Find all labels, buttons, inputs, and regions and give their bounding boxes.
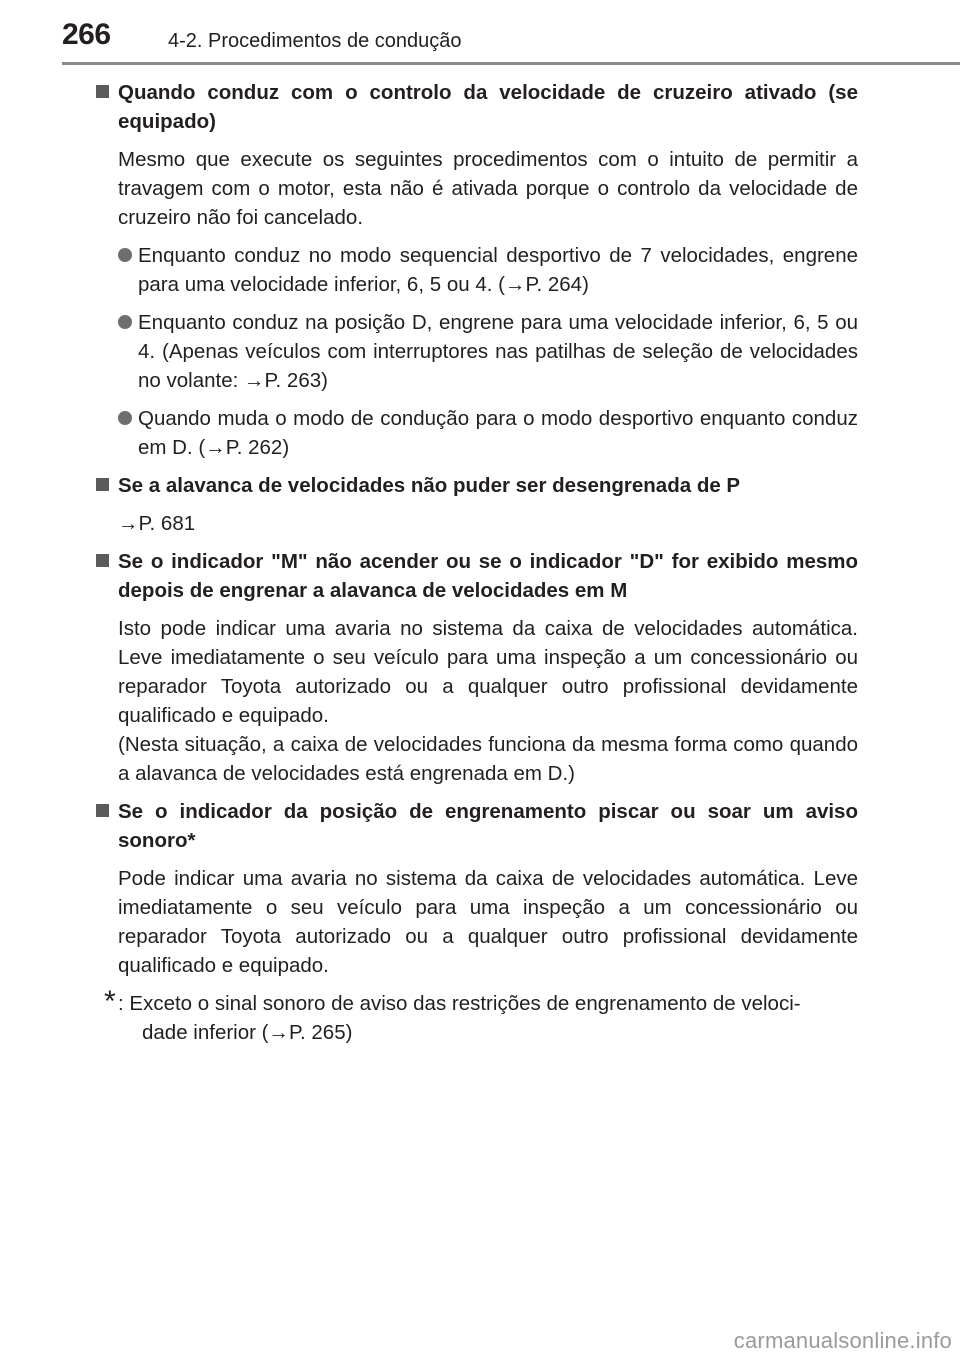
section-heading: Quando conduz com o controlo da velocidade de cruzeiro ativado (se equipado) — [96, 78, 858, 136]
section-shift-position-indicator — [96, 797, 858, 980]
section-m-indicator — [96, 547, 858, 788]
footnote — [96, 985, 858, 1047]
paragraph: (Nesta situação, a caixa de velocidades funciona da mesma forma como quando a alavanca de velocidades está engrenada em D.) — [118, 733, 858, 785]
section-heading: Se a alavanca de velocidades não puder ser desengrenada de P — [96, 471, 858, 500]
square-bullet-icon — [96, 478, 109, 491]
page-content — [96, 78, 858, 1047]
footnote-line-1: : Exceto o sinal sonoro de aviso das restrições de engrenamento de veloci- — [118, 992, 801, 1015]
asterisk-mark: * — [104, 985, 116, 1018]
paragraph: Pode indicar uma avaria no sistema da caixa de velocidades automática. Leve imediatamente o seu veículo para uma inspeção a um concessionário ou reparador Toyota autorizado ou a qualquer outro profissional devidamente qualificado e equipado. — [118, 867, 858, 977]
section-heading: Se o indicador "M" não acender ou se o indicador "D" for exibido mesmo depois de engrenar a alavanca de velocidades em M — [96, 547, 858, 605]
list-item: Enquanto conduz na posição D, engrene para uma velocidade inferior, 6, 5 ou 4. (Apenas veículos com interruptores nas patilhas de seleção de velocidades no volante: →P. 263) — [96, 308, 858, 395]
paragraph: Mesmo que execute os seguintes procedimentos com o intuito de permitir a travagem com o motor, esta não é ativada porque o controlo da velocidade de cruzeiro não foi cancelado. — [118, 148, 858, 229]
square-bullet-icon — [96, 804, 109, 817]
page-header — [0, 0, 960, 66]
circle-bullet-icon — [118, 411, 132, 425]
list-item: Quando muda o modo de condução para o modo desportivo enquanto conduz em D. (→P. 262) — [96, 404, 858, 462]
square-bullet-icon — [96, 554, 109, 567]
footnote-line-2: dade inferior (→P. 265) — [142, 1021, 353, 1044]
section-title: 4-2. Procedimentos de condução — [168, 30, 462, 52]
section-heading: Se o indicador da posição de engrenamento piscar ou soar um aviso sonoro* — [96, 797, 858, 855]
list-item: Enquanto conduz no modo sequencial desportivo de 7 velocidades, engrene para uma velocidade inferior, 6, 5 ou 4. (→P. 264) — [96, 241, 858, 299]
watermark: carmanualsonline.info — [733, 1328, 952, 1353]
section-cruise-control — [96, 78, 858, 462]
page-number: 266 — [62, 18, 111, 51]
circle-bullet-icon — [118, 315, 132, 329]
page-reference: →P. 681 — [118, 512, 196, 535]
paragraph: Isto pode indicar uma avaria no sistema da caixa de velocidades automática. Leve imediatamente o seu veículo para uma inspeção a um concessionário ou reparador Toyota autorizado ou a qualquer outro profissional devidamente qualificado e equipado. — [118, 617, 858, 727]
section-shift-lever-stuck — [96, 471, 858, 538]
square-bullet-icon — [96, 85, 109, 98]
circle-bullet-icon — [118, 248, 132, 262]
header-divider — [62, 62, 960, 65]
